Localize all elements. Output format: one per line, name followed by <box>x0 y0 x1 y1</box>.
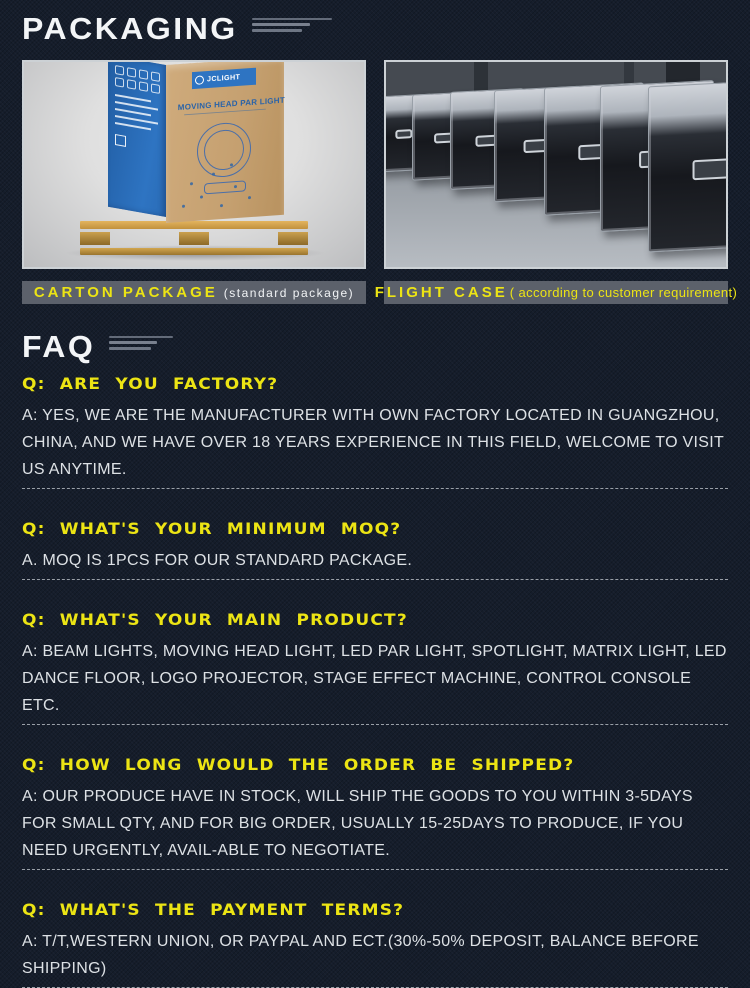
carton-package-photo <box>22 60 366 269</box>
faq-item <box>22 870 728 988</box>
spec-table <box>115 94 160 132</box>
speed-lines-icon <box>252 18 332 32</box>
flight-case-scene <box>386 62 726 267</box>
carton-caption-note: (standard package) <box>223 285 355 300</box>
flight-case-caption <box>374 281 738 304</box>
qr-code-icon <box>115 134 126 147</box>
speed-lines-icon <box>109 336 173 350</box>
case-handle-icon <box>693 158 728 180</box>
faq-answer: A. MOQ IS 1PCS FOR OUR STANDARD PACKAGE. <box>22 552 413 569</box>
faq-title: FAQ <box>22 329 96 364</box>
faq-answer: A: OUR PRODUCE HAVE IN STOCK, WILL SHIP THE GOODS TO YOU WITHIN 3-5DAYS FOR SMALL QTY, AND FOR BIG ORDER, USUALLY 15-25DAYS TO PRODUCE, IF YOU NEED URGENTLY, AVAIL-ABLE TO NEGOTIATE. <box>22 788 693 859</box>
box-product-name: MOVING HEAD PAR LIGHT <box>178 97 272 116</box>
brand-logo-icon <box>195 75 204 85</box>
case-handle-icon <box>395 130 412 140</box>
wooden-pallet <box>80 221 308 255</box>
photo-captions <box>22 281 738 304</box>
packaging-title: PACKAGING <box>22 11 238 46</box>
carton-front-panel <box>166 60 284 223</box>
network-dots-decor <box>182 205 185 208</box>
packaging-photos <box>22 60 728 269</box>
carton-side-panel <box>108 60 166 217</box>
faq-question: Q: HOW LONG WOULD THE ORDER BE SHIPPED? <box>22 755 575 775</box>
faq-answer: A: T/T,WESTERN UNION, OR PAYPAL AND ECT.(30%-50% DEPOSIT, BALANCE BEFORE SHIPPING) <box>22 933 699 977</box>
flight-case <box>648 80 728 253</box>
faq-item <box>22 580 728 725</box>
faq-item <box>22 364 728 489</box>
flight-case-photo <box>384 60 728 269</box>
faq-question: Q: WHAT'S THE PAYMENT TERMS? <box>22 900 405 920</box>
faq-item <box>22 725 728 870</box>
faq-answer: A: YES, WE ARE THE MANUFACTURER WITH OWN FACTORY LOCATED IN GUANGZHOU, CHINA, AND WE HAVE OVER 18 YEARS EXPERIENCE IN THIS FIELD, WELCOME TO VISIT US ANYTIME. <box>22 407 724 478</box>
faq-header <box>22 318 728 364</box>
faq-question: Q: WHAT'S YOUR MINIMUM MOQ? <box>22 519 402 539</box>
flight-case-caption-note: ( according to customer requirement) <box>509 285 738 300</box>
faq-list <box>22 364 728 988</box>
faq-question: Q: ARE YOU FACTORY? <box>22 374 279 394</box>
carton-box <box>108 65 284 223</box>
brand-name: JCLIGHT <box>206 73 241 84</box>
flight-case-caption-title: FLIGHT CASE <box>374 284 508 301</box>
faq-item <box>22 489 728 580</box>
packaging-icons <box>115 65 160 94</box>
carton-caption-title: CARTON PACKAGE <box>33 284 218 301</box>
moving-head-drawing <box>196 121 254 195</box>
carton-caption <box>22 281 366 304</box>
carton-scene <box>24 62 364 267</box>
faq-question: Q: WHAT'S YOUR MAIN PRODUCT? <box>22 610 408 630</box>
packaging-header <box>22 0 728 46</box>
brand-logo <box>192 68 256 89</box>
faq-answer: A: BEAM LIGHTS, MOVING HEAD LIGHT, LED PAR LIGHT, SPOTLIGHT, MATRIX LIGHT, LED DANCE FLOOR, LOGO PROJECTOR, STAGE EFFECT MACHINE, CONTROL CONSOLE ETC. <box>22 643 727 714</box>
